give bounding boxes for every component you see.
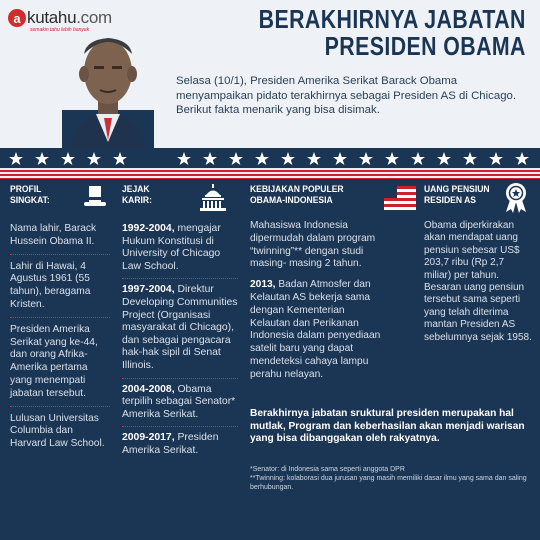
star-icon [203, 152, 217, 165]
jejak-heading: JEJAK KARIR: [122, 184, 152, 206]
star-icon [9, 152, 23, 165]
policy-item: 2013, Badan Atmosfer dan Kelautan AS bekerja sama dengan Kementerian Kelautan dan Perikanan Indonesia dalam penyediaan satelit baru yang dapat mendeteksi cahaya lampu perahu nelayan. [250, 279, 381, 380]
star-icon [281, 152, 295, 165]
footnotes [250, 466, 532, 492]
pension-text: Obama diperkirakan akan mendapat uang pensiun sebesar US$ 203,7 ribu (Rp 2,7 miliar) per tahun. Besaran uang pensiun tersebut sama seperti yang telah diterima mantan Presiden AS sebelumnya sejak 1958. [424, 220, 532, 343]
profil-item: Presiden Amerika Serikat yang ke-44, dan orang Afrika-Amerika pertama yang menempati jabatan tersebut. [10, 318, 110, 407]
star-icon [515, 152, 529, 165]
star-icon [255, 152, 269, 165]
star-icon [333, 152, 347, 165]
career-item: 2009-2017, Presiden Amerika Serikat. [122, 432, 219, 456]
star-icon [359, 152, 373, 165]
star-icon [437, 152, 451, 165]
star-band [0, 148, 540, 168]
star-icon [35, 152, 49, 165]
kebijakan-heading: KEBIJAKAN POPULER OBAMA-INDONESIA [250, 184, 344, 206]
intro-text: Selasa (10/1), Presiden Amerika Serikat Barack Obama menyampaikan pidato terakhirnya sebagai Presiden AS di Chicago. Berikut fakta menarik yang bisa disimak. [176, 75, 517, 116]
star-icon [489, 152, 503, 165]
obama-portrait [62, 14, 154, 148]
footnote-senator: *Senator: di Indonesia sama seperti anggota DPR [250, 466, 405, 473]
logo-text: kutahu.com [27, 8, 112, 27]
star-icon [177, 152, 191, 165]
career-item: 1997-2004, Direktur Developing Communities Project (Organisasi masyarakat di Chicago), dan sebagai pengacara hak-hak sipil di Senat Illinois. [122, 279, 238, 378]
profil-item: Lahir di Hawai, 4 Agustus 1961 (55 tahun), beragama Kristen. [10, 255, 110, 318]
career-item: 1992-2004, mengajar Hukum Konstitusi di University of Chicago Law School. [122, 218, 238, 279]
profil-item: Lulusan Universitas Columbia dan Harvard Law School. [10, 412, 105, 450]
star-icon [87, 152, 101, 165]
content-columns [0, 184, 540, 540]
career-item: 2004-2008, Obama terpilih sebagai Senator* Amerika Serikat. [122, 379, 238, 428]
logo-mark: a [8, 9, 26, 27]
footnote-twinning: **Twinning: kolaborasi dua jurusan yang masih memiliki dasar ilmu yang sama dan saling berhubungan. [250, 474, 527, 491]
flag-stripes [0, 168, 540, 179]
policy-item: Mahasiswa Indonesia dipermudah dalam program “twinning”** dengan studi masing- masing 2 tahun. [250, 220, 376, 270]
star-icon [385, 152, 399, 165]
header-section [0, 0, 540, 148]
profil-column [10, 184, 110, 456]
pensiun-column [424, 184, 532, 344]
profil-item: Nama lahir, Barack Hussein Obama II. [10, 217, 110, 255]
page-title: BERAKHIRNYA JABATAN PRESIDEN OBAMA [258, 4, 526, 61]
star-icon [307, 152, 321, 165]
closing-statement: Berakhirnya jabatan sruktural presiden merupakan hal mutlak, Program dan keberhasilan akan menjadi warisan yang bisa dibanggakan oleh rakyatnya. [250, 408, 525, 445]
star-row [0, 148, 540, 168]
star-icon [463, 152, 477, 165]
star-icon [229, 152, 243, 165]
pensiun-heading: UANG PENSIUN RESIDEN AS [424, 184, 490, 206]
star-icon [411, 152, 425, 165]
jejak-column [122, 184, 238, 463]
profil-heading: PROFIL SINGKAT: [10, 184, 50, 206]
kebijakan-column [250, 184, 414, 385]
star-icon [61, 152, 75, 165]
star-icon [113, 152, 127, 165]
logo-tagline: semakin tahu lebih banyak [30, 27, 90, 33]
